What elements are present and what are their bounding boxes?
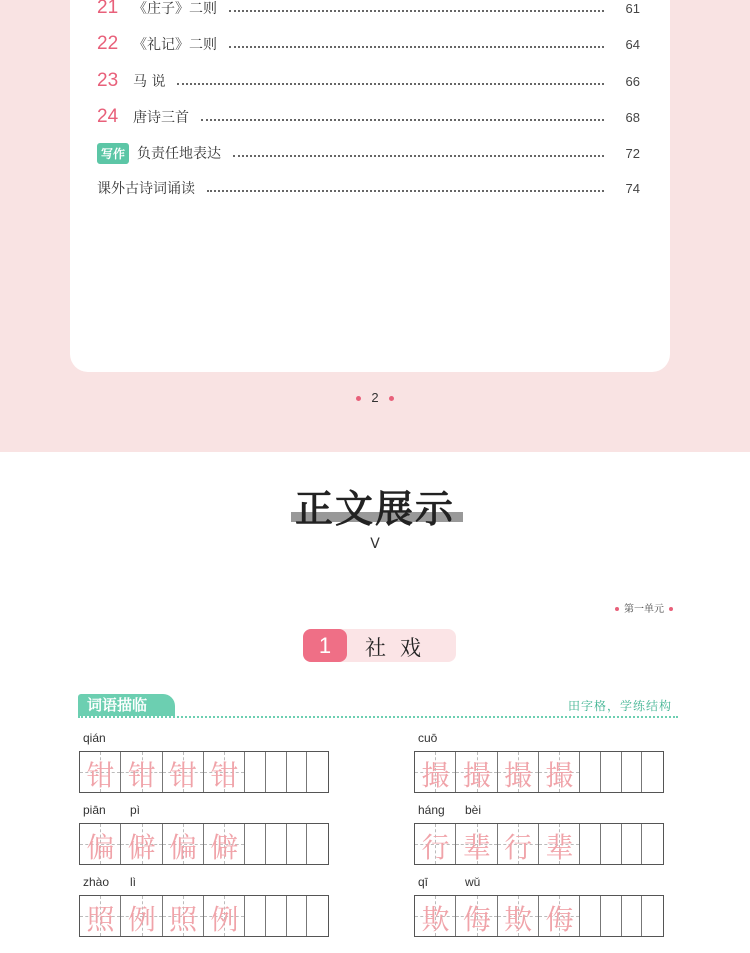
trace-character: 钳 (127, 759, 156, 792)
grid-cell-empty[interactable] (601, 824, 622, 864)
trace-character: 僻 (210, 831, 239, 864)
toc-card (70, 0, 670, 372)
trace-character: 欺 (421, 903, 450, 936)
toc-title: 负责任地表达 (137, 146, 222, 162)
pinyin (79, 731, 329, 747)
word-block (414, 875, 664, 937)
grid-cell-empty[interactable] (287, 752, 308, 792)
toc-row[interactable] (97, 32, 640, 56)
grid-cell[interactable] (163, 752, 204, 792)
pinyin (414, 731, 664, 747)
word-block (414, 731, 664, 793)
leader-dots (229, 10, 604, 12)
toc-number: 21 (97, 0, 119, 18)
grid-cell-empty[interactable] (245, 824, 266, 864)
tianzige-grid[interactable] (414, 823, 664, 865)
grid-cell[interactable] (498, 752, 539, 792)
trace-character: 偏 (169, 831, 198, 864)
unit-label (610, 600, 678, 615)
pinyin (79, 875, 329, 891)
trace-character: 僻 (127, 831, 156, 864)
toc-row-writing[interactable] (97, 141, 640, 165)
grid-cell-empty[interactable] (642, 896, 663, 936)
grid-cell[interactable] (204, 896, 245, 936)
down-arrow-icon: V (370, 536, 380, 552)
grid-cell[interactable] (456, 824, 497, 864)
toc-page: 72 (625, 145, 640, 161)
toc-title: 课外古诗词诵读 (97, 181, 195, 197)
trace-character: 照 (86, 903, 115, 936)
trace-character: 例 (127, 903, 156, 936)
leader-dots (177, 83, 604, 85)
tianzige-grid[interactable] (414, 895, 664, 937)
trace-character: 撮 (421, 759, 450, 792)
grid-cell[interactable] (163, 824, 204, 864)
word-block (79, 875, 329, 937)
dot-icon (615, 607, 619, 611)
grid-cell-empty[interactable] (642, 752, 663, 792)
vocab-tab: 词语描临 (78, 694, 175, 716)
dot-icon (356, 396, 361, 401)
pinyin-syllable: bèi (465, 803, 482, 817)
grid-cell-empty[interactable] (307, 752, 328, 792)
grid-cell-empty[interactable] (266, 824, 287, 864)
grid-cell[interactable] (456, 752, 497, 792)
grid-cell[interactable] (121, 896, 162, 936)
pinyin-syllable: lì (130, 875, 136, 889)
toc-title: 马 说 (133, 74, 166, 90)
tianzige-grid[interactable] (414, 751, 664, 793)
section-title-text: 正文展示 (294, 487, 455, 531)
toc-title: 唐诗三首 (133, 110, 189, 126)
pinyin-syllable: háng (418, 803, 445, 817)
pinyin (414, 803, 664, 819)
toc-page: 66 (625, 73, 640, 89)
trace-character: 钳 (210, 759, 239, 792)
toc-number: 23 (97, 70, 119, 91)
grid-cell[interactable] (415, 752, 456, 792)
dot-icon (389, 396, 394, 401)
grid-cell-empty[interactable] (266, 752, 287, 792)
grid-cell-empty[interactable] (266, 896, 287, 936)
dot-icon (669, 607, 673, 611)
grid-cell-empty[interactable] (580, 752, 601, 792)
lesson-title: 社戏 (365, 636, 435, 660)
grid-cell[interactable] (498, 824, 539, 864)
grid-cell-empty[interactable] (622, 896, 643, 936)
grid-cell[interactable] (415, 896, 456, 936)
grid-cell-empty[interactable] (307, 824, 328, 864)
lesson-header (303, 629, 456, 662)
tianzige-grid[interactable] (79, 823, 329, 865)
toc-page: 61 (625, 0, 640, 16)
grid-cell-empty[interactable] (642, 824, 663, 864)
trace-character: 辈 (545, 831, 574, 864)
grid-cell-empty[interactable] (580, 824, 601, 864)
grid-cell-empty[interactable] (622, 752, 643, 792)
trace-character: 照 (169, 903, 198, 936)
word-block (79, 803, 329, 865)
grid-cell[interactable] (163, 896, 204, 936)
trace-character: 偏 (86, 831, 115, 864)
trace-character: 侮 (545, 903, 574, 936)
grid-cell[interactable] (456, 896, 497, 936)
grid-cell-empty[interactable] (245, 896, 266, 936)
leader-dots (207, 190, 604, 192)
leader-dots (229, 46, 604, 48)
word-block (79, 731, 329, 793)
trace-character: 辈 (462, 831, 491, 864)
toc-number: 24 (97, 106, 119, 127)
grid-cell[interactable] (204, 752, 245, 792)
trace-character: 撮 (462, 759, 491, 792)
word-block (414, 803, 664, 865)
trace-character: 欺 (504, 903, 533, 936)
trace-character: 例 (210, 903, 239, 936)
tianzige-grid[interactable] (79, 895, 329, 937)
grid-cell[interactable] (204, 824, 245, 864)
grid-cell[interactable] (539, 824, 580, 864)
tianzige-grid[interactable] (79, 751, 329, 793)
trace-character: 行 (504, 831, 533, 864)
trace-character: 钳 (169, 759, 198, 792)
grid-cell-empty[interactable] (622, 824, 643, 864)
writing-badge: 写作 (97, 143, 129, 164)
grid-cell-empty[interactable] (287, 896, 308, 936)
grid-cell-empty[interactable] (307, 896, 328, 936)
grid-cell[interactable] (539, 752, 580, 792)
grid-cell[interactable] (80, 824, 121, 864)
toc-section (0, 0, 750, 452)
grid-cell[interactable] (539, 896, 580, 936)
trace-character: 行 (421, 831, 450, 864)
toc-row[interactable] (97, 105, 640, 129)
toc-row-extra[interactable] (97, 176, 640, 200)
pinyin (79, 803, 329, 819)
toc-title: 《礼记》二则 (133, 37, 217, 53)
grid-cell[interactable] (498, 896, 539, 936)
grid-cell[interactable] (415, 824, 456, 864)
toc-page: 64 (625, 36, 640, 52)
pinyin-syllable: pì (130, 803, 141, 817)
section-title (0, 478, 750, 533)
grid-cell[interactable] (121, 824, 162, 864)
trace-character: 钳 (86, 759, 115, 792)
leader-dots (201, 119, 604, 121)
trace-character: 撮 (504, 759, 533, 792)
pinyin-syllable: qī (418, 875, 429, 889)
page-number-text: 2 (371, 390, 379, 405)
page-number (0, 390, 750, 405)
trace-character: 撮 (545, 759, 574, 792)
grid-cell-empty[interactable] (287, 824, 308, 864)
pinyin-syllable: piān (83, 803, 106, 817)
grid-cell[interactable] (121, 752, 162, 792)
toc-page: 74 (625, 180, 640, 196)
pinyin-syllable: zhào (83, 875, 110, 889)
pinyin-syllable: qián (83, 731, 106, 745)
grid-cell-empty[interactable] (601, 896, 622, 936)
toc-row[interactable] (97, 0, 640, 20)
toc-number: 22 (97, 33, 119, 54)
lesson-number: 1 (303, 629, 347, 662)
trace-character: 侮 (462, 903, 491, 936)
toc-title: 《庄子》二则 (133, 1, 217, 17)
toc-row[interactable] (97, 69, 640, 93)
divider (78, 716, 678, 718)
pinyin (414, 875, 664, 891)
grid-cell[interactable] (80, 752, 121, 792)
grid-cell-empty[interactable] (580, 896, 601, 936)
grid-cell-empty[interactable] (245, 752, 266, 792)
grid-cell[interactable] (80, 896, 121, 936)
pinyin-syllable: wǔ (465, 875, 481, 889)
toc-page: 68 (625, 109, 640, 125)
unit-label-text: 第一单元 (624, 604, 664, 615)
grid-cell-empty[interactable] (601, 752, 622, 792)
leader-dots (233, 155, 604, 157)
pinyin-syllable: cuō (418, 731, 438, 745)
vocab-hint: 田字格，学练结构 (567, 699, 672, 713)
